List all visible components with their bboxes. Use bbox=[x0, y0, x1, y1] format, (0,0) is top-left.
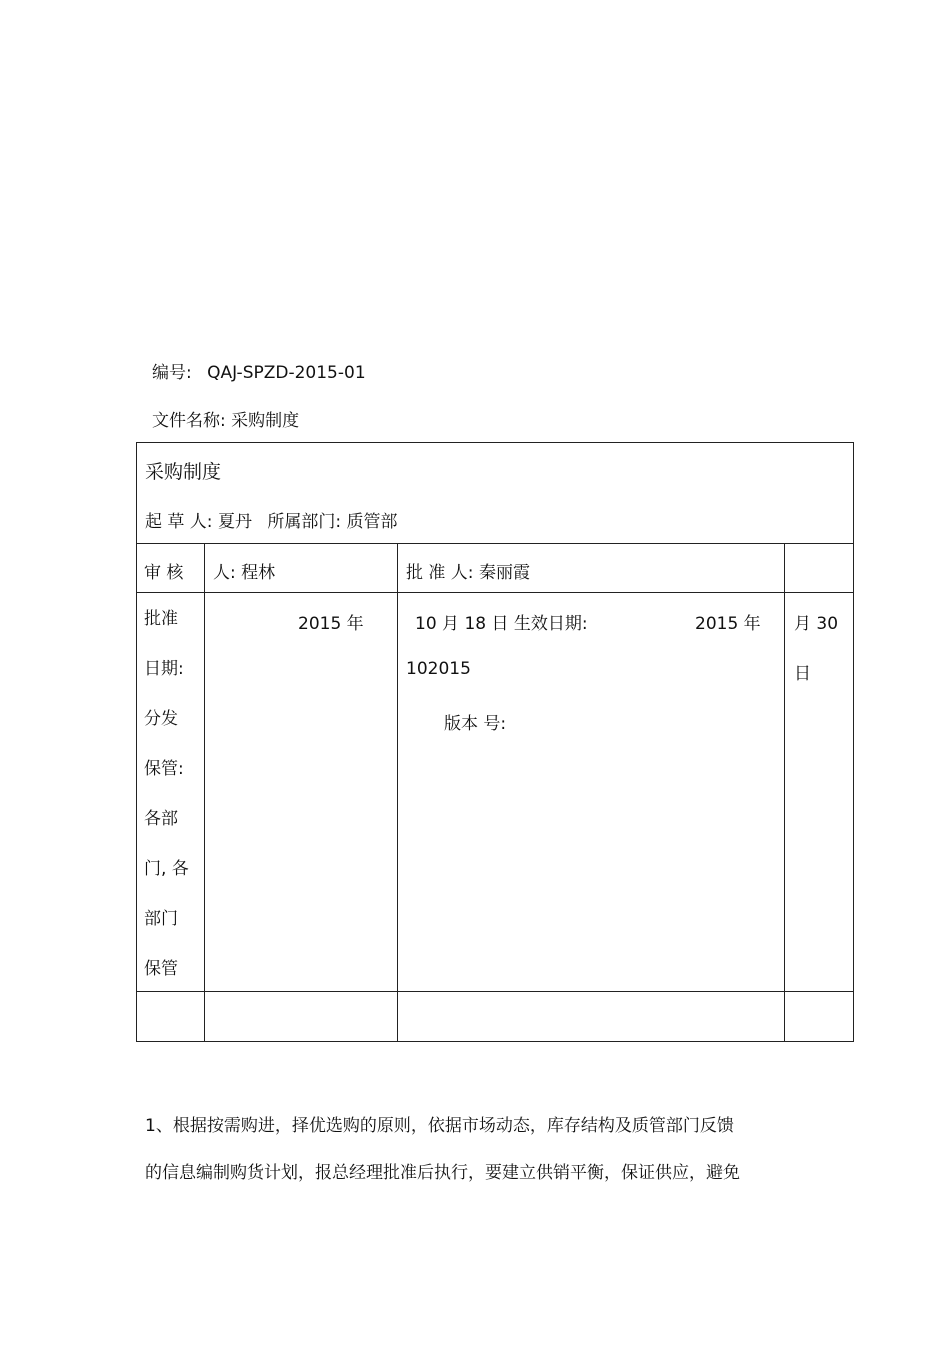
approval-year-cell bbox=[205, 593, 398, 992]
effective-month: 102015 bbox=[406, 659, 471, 679]
label-line: 各部 bbox=[144, 809, 178, 829]
empty-cell bbox=[785, 992, 854, 1042]
effective-day-cell bbox=[785, 593, 854, 992]
label-line: 部门 bbox=[144, 909, 178, 929]
reviewer-label: 审 核 bbox=[144, 563, 184, 583]
document-number bbox=[152, 358, 366, 383]
approval-month-day: 10 月 18 日 生效日期: bbox=[415, 614, 588, 634]
department-label: 所属部门: bbox=[267, 512, 342, 532]
form-title: 采购制度 bbox=[145, 461, 222, 483]
version-label: 版本 号: bbox=[444, 714, 507, 734]
empty-cell bbox=[398, 992, 785, 1042]
approval-date-label-cell bbox=[137, 593, 205, 992]
approver-cell bbox=[398, 544, 785, 593]
drafter-name: 夏丹 bbox=[217, 512, 252, 532]
label-line: 门, 各 bbox=[144, 859, 189, 879]
approval-year: 2015 年 bbox=[298, 614, 364, 634]
date-details-cell bbox=[398, 593, 785, 992]
reviewer-name-cell bbox=[205, 544, 398, 593]
drafter-label: 起 草 人: bbox=[145, 512, 213, 532]
document-number-label: 编号: bbox=[152, 363, 192, 383]
effective-year: 2015 年 bbox=[695, 614, 761, 634]
empty-cell bbox=[785, 544, 854, 593]
label-line: 保管: bbox=[144, 759, 184, 779]
drafter-line bbox=[145, 507, 398, 532]
label-line: 日期: bbox=[144, 659, 184, 679]
label-line: 批准 bbox=[144, 609, 178, 629]
approval-form-table bbox=[136, 442, 854, 1042]
document-filename bbox=[152, 406, 299, 431]
label-line: 保管 bbox=[144, 959, 178, 979]
reviewer-name: 人: 程林 bbox=[213, 563, 276, 583]
department-name: 质管部 bbox=[346, 512, 398, 532]
document-filename-label: 文件名称: bbox=[152, 411, 226, 431]
body-paragraph-line: 的信息编制购货计划，报总经理批准后执行，要建立供销平衡，保证供应，避免 bbox=[145, 1163, 740, 1183]
effective-month-day: 月 30 bbox=[794, 614, 839, 634]
empty-cell bbox=[205, 992, 398, 1042]
label-line: 分发 bbox=[144, 709, 178, 729]
form-header-cell bbox=[137, 443, 854, 544]
document-filename-value: 采购制度 bbox=[231, 411, 300, 431]
empty-cell bbox=[137, 992, 205, 1042]
approver: 批 准 人: 秦丽霞 bbox=[406, 563, 530, 583]
document-number-value: QAJ-SPZD-2015-01 bbox=[207, 363, 366, 383]
reviewer-label-cell bbox=[137, 544, 205, 593]
effective-day-suffix: 日 bbox=[794, 664, 811, 684]
body-paragraph-line: 1、根据按需购进，择优选购的原则，依据市场动态，库存结构及质管部门反馈 bbox=[145, 1116, 734, 1136]
approval-distribution-labels bbox=[144, 609, 189, 1009]
